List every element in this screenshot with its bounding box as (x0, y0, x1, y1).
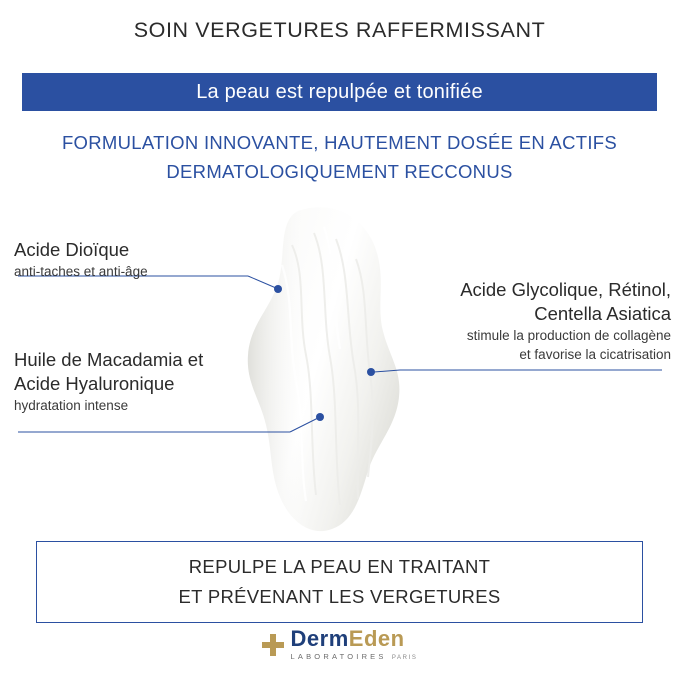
benefit-text (178, 552, 500, 612)
benefit-line-2: ET PRÉVENANT LES VERGETURES (178, 586, 501, 607)
logo-laboratoires: LABORATOIRES (290, 652, 387, 661)
highlight-banner (22, 73, 657, 111)
subtitle (0, 128, 679, 186)
callout-title-line-1: Huile de Macadamia et (14, 349, 204, 370)
callout-title-line-1: Acide Glycolique, Rétinol, (460, 279, 671, 300)
subtitle-line-1: FORMULATION INNOVANTE, HAUTEMENT DOSÉE EN ACTIFS (61, 132, 618, 153)
callout-title-line-2: Centella Asiatica (534, 303, 671, 324)
banner-text: La peau est repulpée et tonifiée (196, 80, 483, 103)
page-title: SOIN VERGETURES RAFFERMISSANT (133, 18, 546, 42)
callout-title: Acide Dioïque (14, 239, 130, 260)
logo-derm: Derm (290, 626, 349, 651)
logo-paris: PARIS (391, 655, 418, 661)
benefit-box (36, 541, 643, 623)
callout-subtitle: hydratation intense (14, 398, 129, 413)
logo-tagline (291, 653, 418, 661)
callout-subtitle: anti-taches et anti-âge (14, 264, 148, 279)
callout-subtitle-line-2: et favorise la cicatrisation (519, 347, 671, 362)
brand-logo (0, 628, 679, 661)
logo-eden: Eden (348, 626, 405, 651)
medical-cross-icon (262, 634, 284, 656)
callout-subtitle-line-1: stimule la production de collagène (466, 328, 671, 343)
callout-title-line-2: Acide Hyaluronique (14, 373, 175, 394)
logo-name (291, 628, 418, 650)
subtitle-line-2: DERMATOLOGIQUEMENT RECCONUS (166, 161, 513, 182)
logo-wordmark (291, 628, 418, 661)
callout-glycolique-retinol-centella (381, 278, 671, 364)
benefit-line-1: REPULPE LA PEAU EN TRAITANT (188, 556, 491, 577)
callout-macadamia-hyaluronique (14, 348, 294, 415)
callout-acide-dioique (14, 238, 274, 281)
